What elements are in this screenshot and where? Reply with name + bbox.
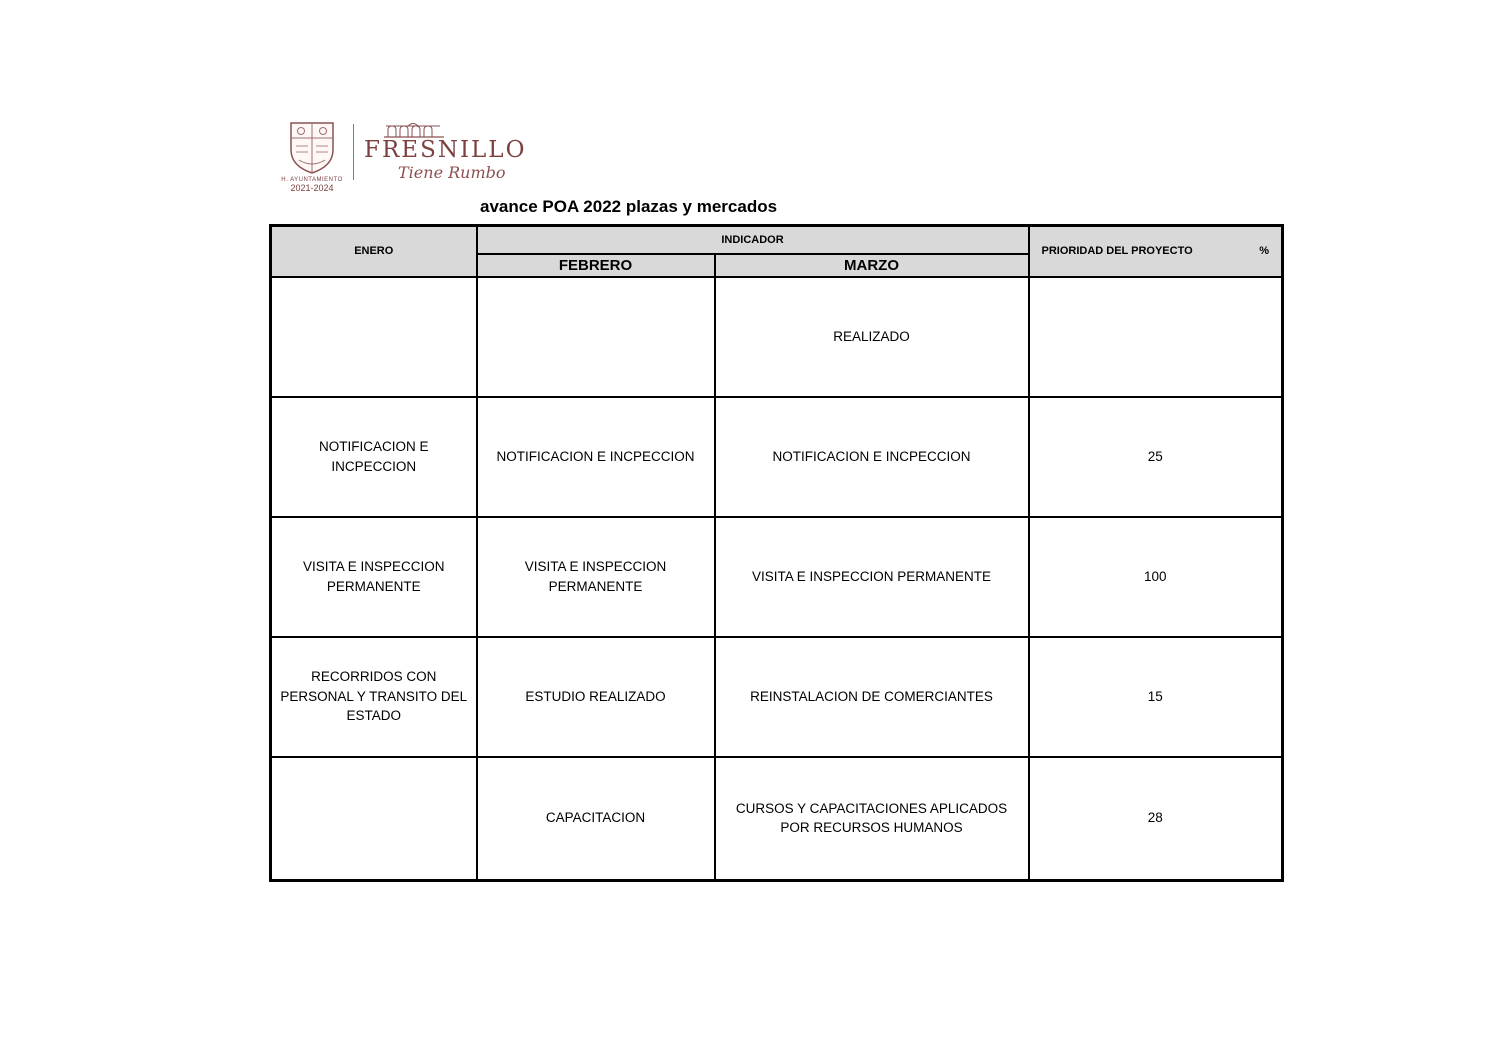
crest-column — [281, 120, 343, 193]
table-row — [271, 637, 1283, 757]
header-percent-label: % — [1259, 245, 1269, 258]
city-name: FRESNILLO — [364, 137, 527, 163]
cell-prioridad: 28 — [1029, 757, 1283, 881]
cell-enero — [271, 277, 477, 397]
cell-marzo: VISITA E INSPECCION PERMANENTE — [715, 517, 1029, 637]
wordmark-column — [364, 120, 526, 182]
poa-table — [269, 224, 1284, 882]
cell-marzo: NOTIFICACION E INCPECCION — [715, 397, 1029, 517]
cell-prioridad: 25 — [1029, 397, 1283, 517]
page-title: avance POA 2022 plazas y mercados — [480, 197, 778, 216]
cell-febrero: NOTIFICACION E INCPECCION — [477, 397, 715, 517]
cell-febrero: CAPACITACION — [477, 757, 715, 881]
header-enero: ENERO — [271, 226, 477, 277]
header-marzo: MARZO — [715, 254, 1029, 277]
cell-enero: VISITA E INSPECCION PERMANENTE — [271, 517, 477, 637]
cell-prioridad: 15 — [1029, 637, 1283, 757]
header-prioridad-label: PRIORIDAD DEL PROYECTO — [1041, 245, 1193, 258]
cell-febrero — [477, 277, 715, 397]
municipality-logo — [281, 120, 526, 193]
cell-marzo: CURSOS Y CAPACITACIONES APLICADOS POR RECURSOS HUMANOS — [715, 757, 1029, 881]
cell-marzo: REINSTALACION DE COMERCIANTES — [715, 637, 1029, 757]
header-febrero: FEBRERO — [477, 254, 715, 277]
table-row — [271, 277, 1283, 397]
table-row — [271, 517, 1283, 637]
cell-prioridad — [1029, 277, 1283, 397]
administration-label: H. AYUNTAMIENTO — [281, 177, 343, 183]
table-row — [271, 757, 1283, 881]
cell-febrero: ESTUDIO REALIZADO — [477, 637, 715, 757]
cell-enero: RECORRIDOS CON PERSONAL Y TRANSITO DEL ESTADO — [271, 637, 477, 757]
cell-enero — [271, 757, 477, 881]
cell-prioridad: 100 — [1029, 517, 1283, 637]
administration-period: 2021-2024 — [290, 183, 334, 193]
cell-marzo: REALIZADO — [715, 277, 1029, 397]
cell-febrero: VISITA E INSPECCION PERMANENTE — [477, 517, 715, 637]
header-indicador: INDICADOR — [477, 226, 1029, 254]
city-tagline: Tiene Rumbo — [398, 163, 506, 182]
coat-of-arms-icon — [287, 120, 337, 176]
logo-divider — [353, 124, 354, 180]
table-row — [271, 397, 1283, 517]
header-prioridad — [1029, 226, 1283, 277]
building-icon — [364, 122, 446, 138]
cell-enero: NOTIFICACION E INCPECCION — [271, 397, 477, 517]
